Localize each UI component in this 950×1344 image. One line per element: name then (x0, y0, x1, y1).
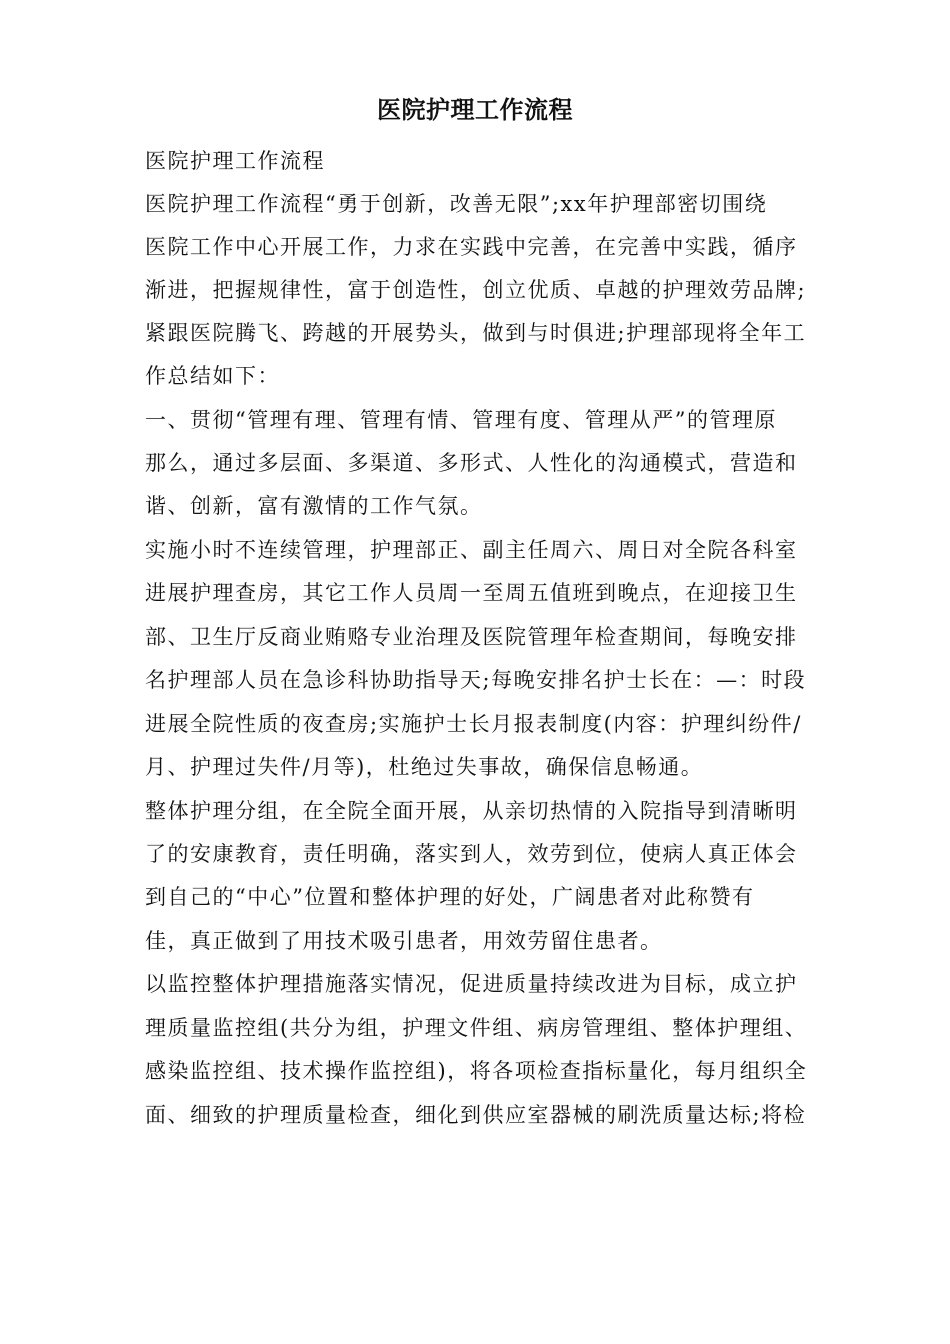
text-line: 感染监控组、技术操作监控组)，将各项检查指标量化，每月组织全 (145, 1059, 808, 1083)
text-line: 紧跟医院腾飞、跨越的开展势头，做到与时俱进;护理部现将全年工 (145, 321, 807, 345)
text-line: 实施小时不连续管理，护理部正、副主任周六、周日对全院各科室 (145, 538, 798, 562)
text-line: 进展全院性质的夜查房;实施护士长月报表制度(内容：护理纠纷件/ (145, 712, 802, 736)
text-line: 那么，通过多层面、多渠道、多形式、人性化的沟通模式，营造和 (145, 451, 798, 475)
text-line: 谐、创新，富有激情的工作气氛。 (145, 494, 483, 518)
text-line: 月、护理过失件/月等)，杜绝过失事故，确保信息畅通。 (145, 755, 704, 779)
text-line: 面、细致的护理质量检查，细化到供应室器械的刷洗质量达标;将检 (145, 1103, 807, 1127)
text-line: 名护理部人员在急诊科协助指导天;每晚安排名护士长在：—：时段 (145, 668, 807, 692)
text-line: 一、贯彻“管理有理、管理有情、管理有度、管理从严”的管理原 (145, 408, 777, 432)
text-line: 医院护理工作流程 (145, 149, 325, 173)
text-line: 到自己的“中心”位置和整体护理的好处，广阔患者对此称赞有 (145, 885, 755, 909)
text-line: 医院护理工作流程“勇于创新，改善无限”;xx年护理部密切围绕 (145, 192, 768, 216)
text-line: 作总结如下： (145, 364, 280, 388)
text-line: 了的安康教育，责任明确，落实到人，效劳到位，使病人真正体会 (145, 842, 798, 866)
text-line: 理质量监控组(共分为组，护理文件组、病房管理组、整体护理组、 (145, 1016, 808, 1040)
text-line: 医院工作中心开展工作，力求在实践中完善，在完善中实践，循序 (145, 235, 798, 259)
text-line: 佳，真正做到了用技术吸引患者，用效劳留住患者。 (145, 929, 663, 953)
document-title: 医院护理工作流程 (377, 95, 573, 124)
text-line: 渐进，把握规律性，富于创造性，创立优质、卓越的护理效劳品牌; (145, 278, 807, 302)
text-line: 以监控整体护理措施落实情况，促进质量持续改进为目标，成立护 (145, 972, 798, 996)
text-line: 进展护理查房，其它工作人员周一至周五值班到晚点，在迎接卫生 (145, 581, 798, 605)
text-line: 部、卫生厅反商业贿赂专业治理及医院管理年检查期间，每晚安排 (145, 625, 798, 649)
text-line: 整体护理分组，在全院全面开展，从亲切热情的入院指导到清晰明 (145, 799, 798, 823)
